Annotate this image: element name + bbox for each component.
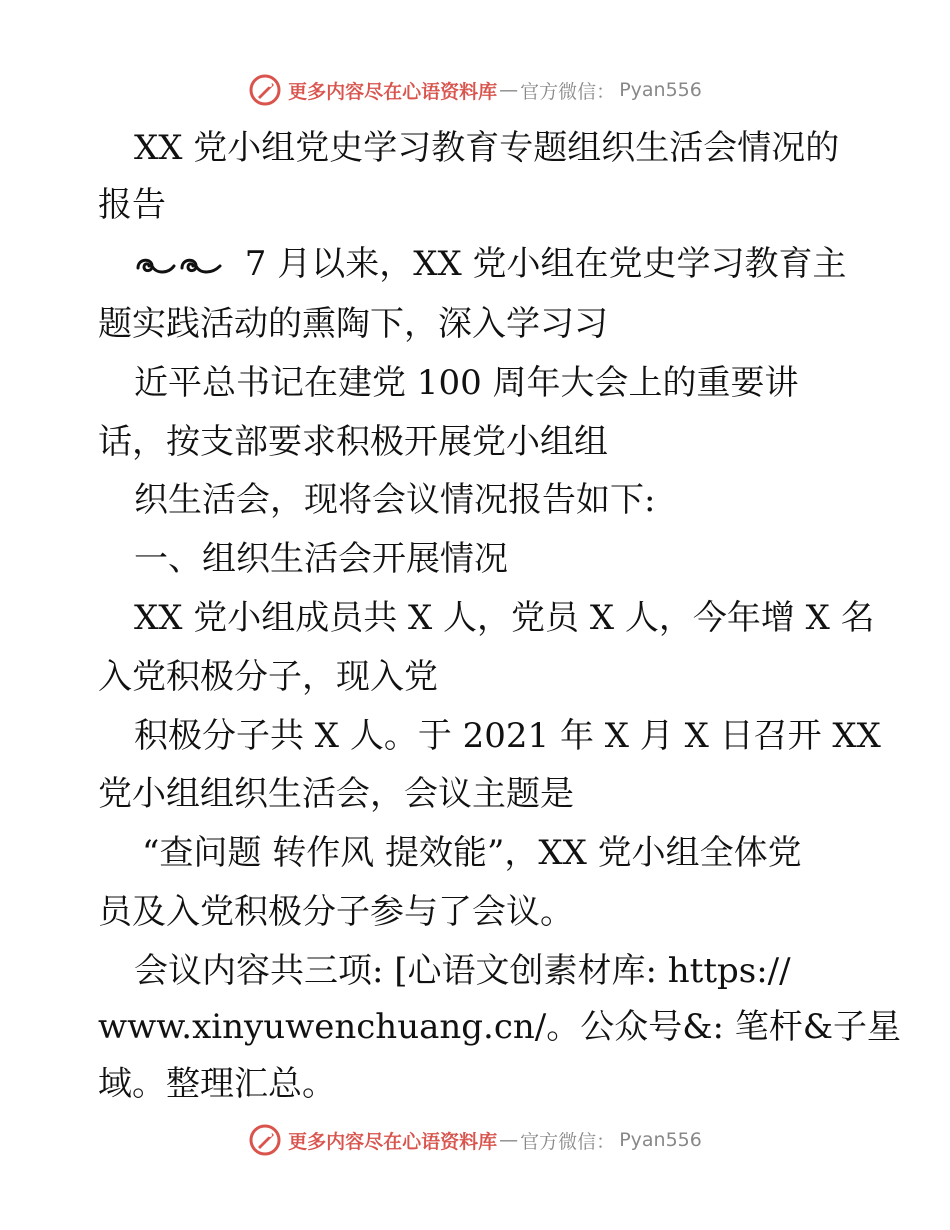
paragraph-2-line-1: 近平总书记在建党 100 周年大会上的重要讲 — [134, 363, 799, 403]
document-title-line-2: 报告 — [98, 185, 166, 225]
pen-nib-logo-icon — [248, 1123, 282, 1157]
pen-nib-logo-icon — [248, 73, 282, 107]
paragraph-7-line-1: 会议内容共三项: [心语文创素材库: https:// — [134, 951, 791, 991]
paragraph-1-line-1-text: 7 月以来，XX 党小组在党史学习教育主 — [234, 244, 847, 284]
paragraph-1-line-2: 题实践活动的熏陶下，深入学习习 — [98, 304, 608, 344]
banner-promo-text: 更多内容尽在心语资料库 — [288, 80, 498, 103]
paragraph-2-line-2: 话，按支部要求积极开展党小组组 — [98, 422, 608, 462]
banner-wechat-account: Pyan556 — [619, 1129, 702, 1151]
decorative-swirl-ornament-icon — [134, 252, 228, 280]
footer-banner — [0, 1120, 950, 1160]
banner-wechat-label: 官方微信： — [520, 1130, 616, 1153]
paragraph-1-line-1 — [134, 244, 914, 284]
section-1-heading: 一、组织生活会开展情况 — [134, 539, 508, 579]
paragraph-4-line-2: 入党积极分子，现入党 — [98, 657, 438, 697]
paragraph-7-line-2: www.xinyuwenchuang.cn/。公众号&: 笔杆&子星 — [98, 1007, 902, 1047]
banner-separator: — — [499, 1129, 519, 1151]
banner-wechat-account: Pyan556 — [619, 79, 702, 101]
banner-separator: — — [499, 79, 519, 101]
banner-wechat-label: 官方微信： — [520, 80, 616, 103]
paragraph-4-line-1: XX 党小组成员共 X 人，党员 X 人，今年增 X 名 — [134, 598, 875, 638]
document-title-line-1: XX 党小组党史学习教育专题组织生活会情况的 — [134, 128, 840, 168]
paragraph-5-line-2: 党小组组织生活会，会议主题是 — [98, 774, 574, 814]
paragraph-5-line-1: 积极分子共 X 人。于 2021 年 X 月 X 日召开 XX — [134, 716, 881, 756]
header-banner — [0, 70, 950, 110]
paragraph-3-line-1: 织生活会，现将会议情况报告如下: — [134, 480, 656, 520]
banner-promo-text: 更多内容尽在心语资料库 — [288, 1130, 498, 1153]
paragraph-6-line-2: 员及入党积极分子参与了会议。 — [98, 892, 574, 932]
paragraph-7-line-3: 域。整理汇总。 — [98, 1064, 336, 1104]
paragraph-6-line-1: “查问题 转作风 提效能”，XX 党小组全体党 — [142, 833, 802, 873]
